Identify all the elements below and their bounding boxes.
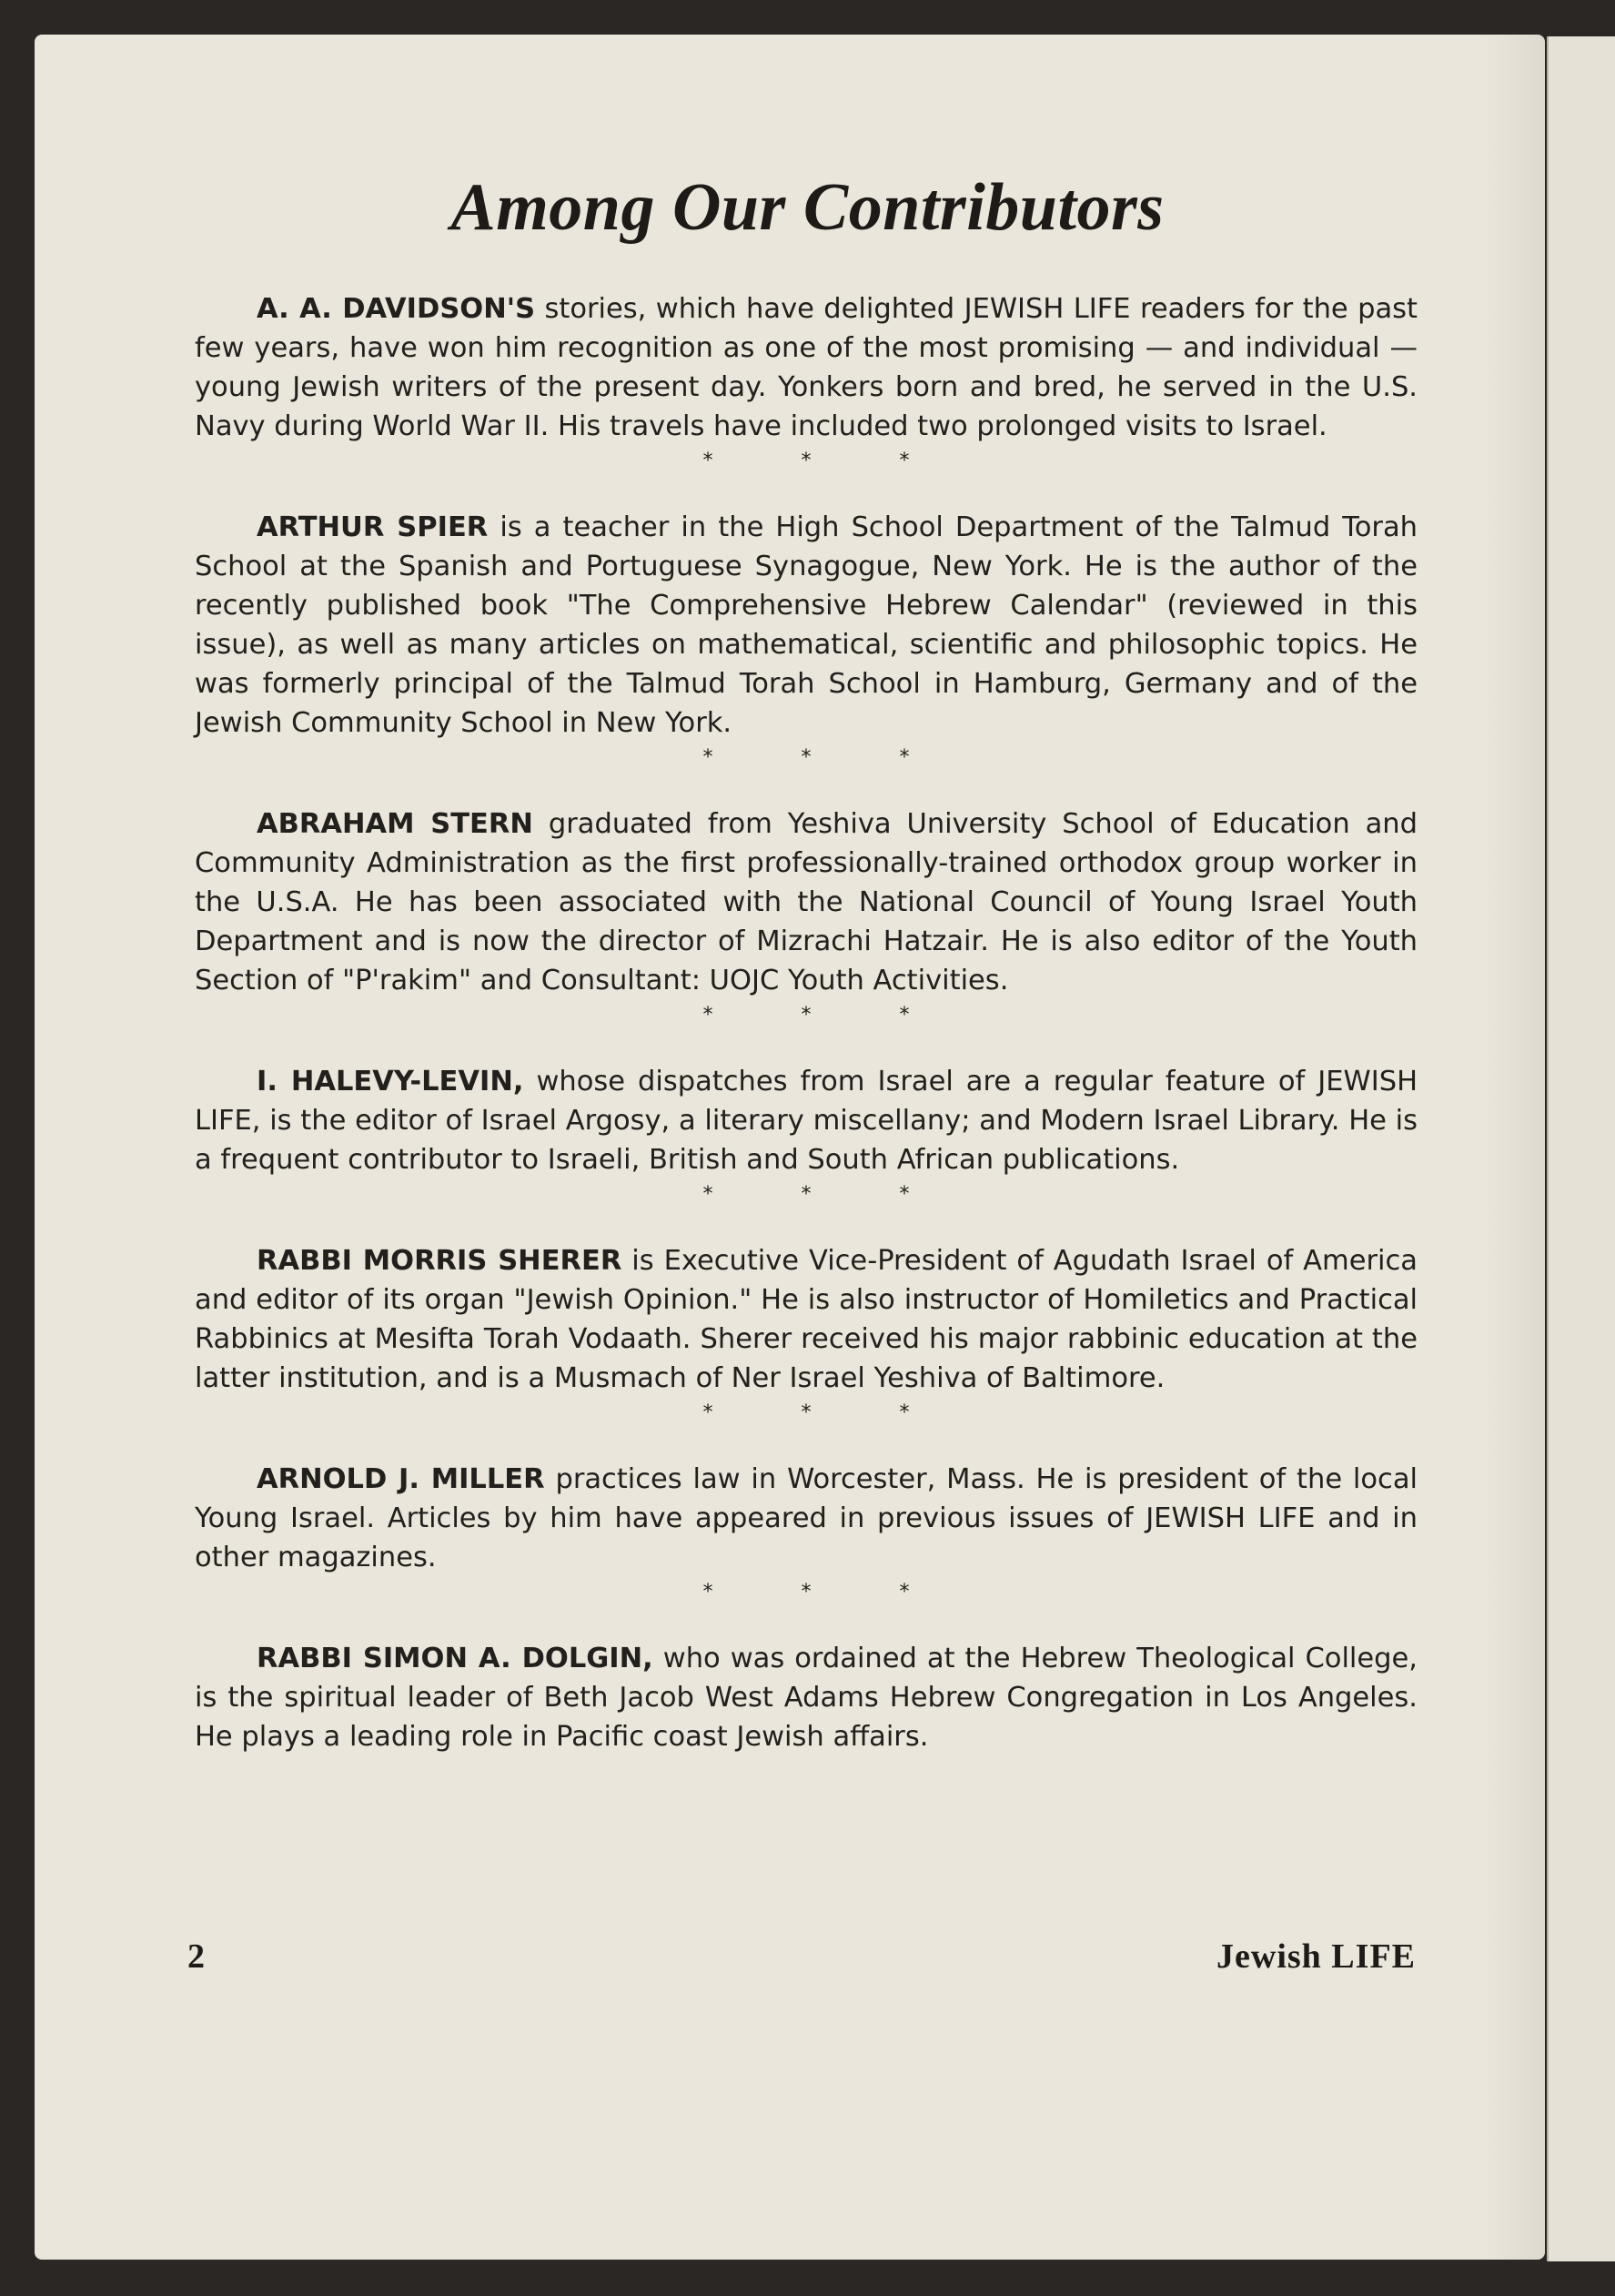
contributor-bio: stories, which have delighted JEWISH LIFE readers for the past few years, have won him recognition as one of the most promising — and individual — young Jewish writers of the present day. Yonkers born and bred, he served in the U.S. Navy during World War II. His travels have included two prolonged visits to Israel. (195, 293, 1418, 442)
contributor-bio: is Executive Vice-President of Agudath Israel of America and editor of its organ "Jewish Opinion." He is also instructor of Homiletics and Practical Rabbinics at Mesifta Torah Vodaath. Sherer received his major rabbinic education at the latter institution, and is a Musmach of Ner Israel Yeshiva of Baltimore. (195, 1245, 1418, 1394)
section-separator: * * * (702, 1183, 910, 1206)
contributor-bio: is a teacher in the High School Department of the Talmud Torah School at the Spanish and Portuguese Synagogue, New York. He is the author of the recently published book "The Comprehensive Hebrew Calendar" (reviewed in this issue), as well as many articles on mathematical, scientific and philosophic topics. He was formerly principal of the Talmud Torah School in Hamburg, Germany and of the Jewish Community School in New York. (195, 511, 1418, 739)
publication-name: Jewish LIFE (1216, 1937, 1416, 1976)
spine-shadow (1483, 35, 1547, 2260)
contributor-bio: who was ordained at the Hebrew Theological College, is the spiritual leader of Beth Jacob West Adams Hebrew Congregation in Los Angeles. He plays a leading role in Pacific coast Jewish affairs. (195, 1643, 1418, 1753)
section-separator: * * * (702, 1581, 910, 1603)
contributor-entry (195, 1639, 1418, 1756)
section-separator: * * * (702, 1004, 910, 1027)
contributor-entry (195, 1460, 1418, 1577)
contributors-list (195, 289, 1418, 1756)
contributor-bio: graduated from Yeshiva University School of Education and Community Administration as the first professionally-trained orthodox group worker in the U.S.A. He has been associated with the National Council of Young Israel Youth Department and is now the director of Mizrachi Hatzair. He is also editor of the Youth Section of "P'rakim" and Consultant: UOJC Youth Activities. (195, 808, 1418, 996)
contributor-entry (195, 804, 1418, 1000)
section-separator: * * * (702, 450, 910, 472)
contributor-name: ARNOLD J. MILLER (257, 1463, 545, 1495)
adjacent-page-edge (1547, 36, 1615, 2261)
contributor-name: RABBI MORRIS SHERER (257, 1245, 622, 1277)
section-separator: * * * (702, 746, 910, 769)
contributor-name: A. A. DAVIDSON'S (257, 293, 536, 325)
contributor-entry (195, 508, 1418, 743)
contributor-entry (195, 1241, 1418, 1398)
page-title: Among Our Contributors (450, 170, 1165, 245)
contributor-name: I. HALEVY-LEVIN, (257, 1066, 524, 1097)
page-number: 2 (187, 1937, 205, 1976)
contributor-name: ARTHUR SPIER (257, 511, 489, 543)
contributor-entry (195, 289, 1418, 446)
contributor-name: ABRAHAM STERN (257, 808, 533, 840)
contributor-bio: practices law in Worcester, Mass. He is president of the local Young Israel. Articles by him have appeared in previous issues of JEWISH LIFE and in other magazines. (195, 1463, 1418, 1573)
contributor-bio: whose dispatches from Israel are a regular feature of JEWISH LIFE, is the editor of Israel Argosy, a literary miscellany; and Modern Israel Library. He is a frequent contributor to Israeli, British and South African publications. (195, 1066, 1418, 1176)
section-separator: * * * (702, 1401, 910, 1424)
contributor-name: RABBI SIMON A. DOLGIN, (257, 1643, 653, 1674)
contributor-entry (195, 1062, 1418, 1179)
